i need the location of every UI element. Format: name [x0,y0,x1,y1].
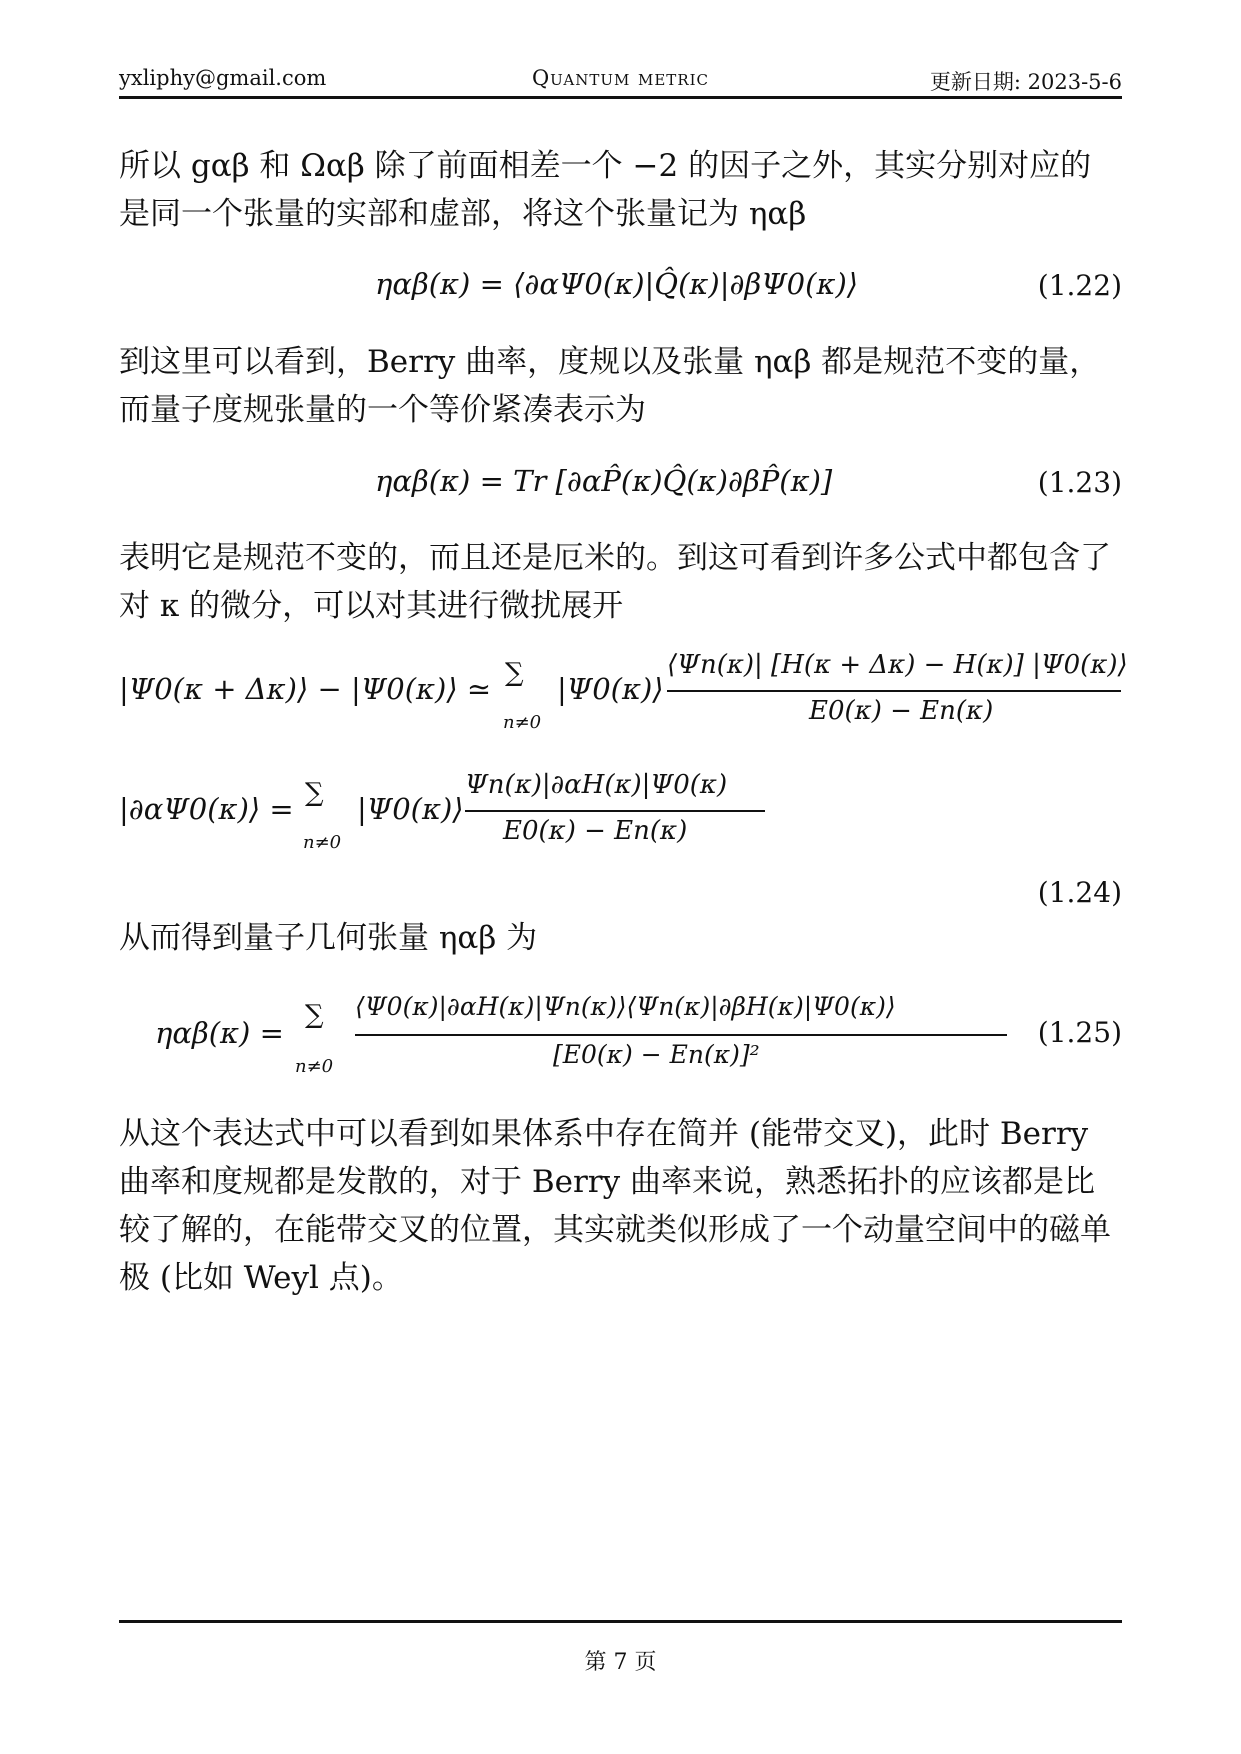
update-date: 更新日期: 2023-5-6 [929,70,1122,94]
fraction-bar [667,690,1121,692]
fraction-bar [465,810,765,812]
equation-number: (1.22) [1037,269,1122,302]
footer-rule [119,1620,1122,1623]
equation-number: (1.23) [1037,466,1122,499]
equation-1-25 [119,986,1122,1096]
author-email: yxliphy@gmail.com [119,66,327,90]
equation-lhs: |Ψ0(κ + Δκ)⟩ − |Ψ0(κ)⟩ ≃ [119,672,492,706]
page-header [119,62,1122,96]
running-title: Quantum metric [531,66,710,90]
page-number: 第 7 页 [584,1650,657,1675]
equation-1-24-line2 [119,768,1122,909]
sum-index: n≠0 [303,832,342,853]
equation-lhs: ηαβ(κ) = [155,1016,284,1050]
equation-body: ηαβ(κ) = ⟨∂αΨ0(κ)|Q̂(κ)|∂βΨ0(κ)⟩ [375,267,859,301]
equation-1-22 [119,265,1122,309]
paragraph-3: 表明它是规范不变的，而且还是厄米的。到这可看到许多公式中都包含了对 κ 的微分，可以对其进行微扰展开 [119,540,1111,624]
header-rule [119,96,1122,99]
equation-1-23 [119,460,1122,510]
equation-1-24-line1 [119,648,1128,758]
fraction-denominator: E0(κ) − En(κ) [503,816,688,846]
sum-symbol: ∑ [305,778,324,808]
paragraph-1: 所以 gαβ 和 Ωαβ 除了前面相差一个 −2 的因子之外，其实分别对应的是同一个张量的实部和虚部，将这个张量记为 ηαβ [119,148,1092,232]
sum-index: n≠0 [295,1056,334,1077]
paragraph-5: 从这个表达式中可以看到如果体系中存在简并 (能带交叉)，此时 Berry 曲率和度规都是发散的，对于 Berry 曲率来说，熟悉拓扑的应该都是比较了解的，在能带交叉的位置，其实就类似形成了一个动量空间中的磁单极 (比如 Weyl 点)。 [119,1116,1111,1296]
equation-ket: |Ψ0(κ)⟩ [357,792,464,826]
paragraph-2: 到这里可以看到，Berry 曲率，度规以及张量 ηαβ 都是规范不变的量，而量子度规张量的一个等价紧凑表示为 [119,344,1101,428]
equation-number: (1.25) [1037,1016,1122,1049]
fraction-denominator: E0(κ) − En(κ) [809,696,994,726]
fraction-numerator: ⟨Ψ0(κ)|∂αH(κ)|Ψn(κ)⟩⟨Ψn(κ)|∂βH(κ)|Ψ0(κ)⟩ [355,992,896,1021]
paragraph-4: 从而得到量子几何张量 ηαβ 为 [119,920,538,956]
sum-symbol: ∑ [305,1000,324,1030]
fraction-denominator: [E0(κ) − En(κ)]² [553,1040,760,1069]
sum-symbol: ∑ [505,658,524,688]
fraction-numerator: ⟨Ψn(κ)| [H(κ + Δκ) − H(κ)] |Ψ0(κ)⟩ [667,650,1128,680]
equation-lhs: |∂αΨ0(κ)⟩ = [119,792,294,826]
equation-number: (1.24) [1037,876,1122,909]
equation-body: ηαβ(κ) = Tr [∂αP̂(κ)Q̂(κ)∂βP̂(κ)] [375,464,833,498]
sum-index: n≠0 [503,712,542,733]
equation-ket: |Ψ0(κ)⟩ [557,672,664,706]
fraction-numerator: Ψn(κ)|∂αH(κ)|Ψ0(κ) [465,770,728,800]
fraction-bar [355,1034,1007,1036]
